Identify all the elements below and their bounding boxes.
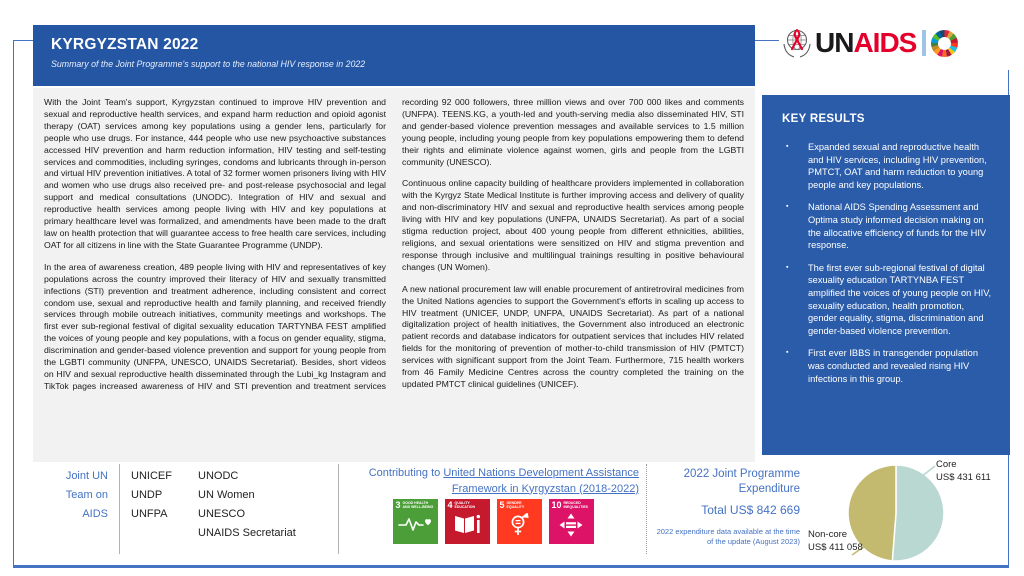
key-results-list xyxy=(782,141,994,385)
expenditure-block xyxy=(650,467,800,546)
key-result-item xyxy=(782,141,994,191)
footer-divider xyxy=(119,464,120,554)
sdg-4-tile xyxy=(445,499,490,544)
header-banner xyxy=(33,25,755,86)
bullet-icon: ▪ xyxy=(786,263,789,271)
expenditure-pie-chart xyxy=(808,456,1014,568)
expenditure-title: 2022 Joint Programme Expenditure xyxy=(683,468,800,495)
paragraph: A new national procurement law will enable procurement of antiretroviral medicines from the United Nations agencies to support the Government's efforts in scaling up access to HIV treatment (UNICEF, UNDP, UNFPA, UNAIDS Secretariat). As part of a national digitalization project of health initiatives, the Government also introduced an electronic patient records and database indicators for outpatient services that includes HIV related fields for the monitoring of prevention of mother-to-child transmission of HIV (PMTCT) services with significant support from the Joint Team. Furthermore, 715 health workers from 46 Family Medicine Centres across the country completed the training on the updated PMTCT clinical guidelines (UNICEF). xyxy=(402,283,744,389)
sdg-3-tile xyxy=(393,499,438,544)
key-result-text: First ever IBBS in transgender population was conducted and revealed rising HIV infections in this group. xyxy=(808,348,979,384)
sdg-label: QUALITY EDUCATION xyxy=(454,501,476,509)
logo-divider xyxy=(922,30,926,56)
agency-name: UNAIDS Secretariat xyxy=(198,527,296,539)
sdg10-equality-icon xyxy=(558,512,584,538)
sdg-wheel-icon xyxy=(931,30,958,57)
key-result-text: National AIDS Spending Assessment and Optima study informed decision making on the allocative efficiency of funds for the HIV response. xyxy=(808,202,987,251)
key-result-item xyxy=(782,347,994,385)
page-title: KYRGYZSTAN 2022 xyxy=(51,36,199,53)
undaf-link[interactable]: United Nations Development Assistance Framework in Kyrgyzstan (2018-2022) xyxy=(443,467,639,495)
agency-name: UN Women xyxy=(198,489,255,501)
sdg5-gender-icon xyxy=(506,512,532,538)
joint-team-line: Team on xyxy=(65,489,108,501)
key-result-text: The first ever sub-regional festival of digital sexuality education TARTYNBA FEST amplified the voices of young people on HIV, sexuality education, health promotion, gender equality, stigma, discrimination and gender-based violence prevention. xyxy=(808,262,992,336)
paragraph: In the area of awareness creation, 489 people living with HIV and representatives of key populations across the country improved their literacy of HIV and sexually transmitted infections (STI) prevention and treatment adherence, including consistent and correct condom use, sexual and reproductive health and family planning, and received friendly services through mobile outreach initiatives, community meetings and workshops. The first ever sub-regional festival of digital sexuality education TARTYNBA FEST amplified the voices of young people and key populations, with a focus on gender equality, stigma, discrimination and gender-based violence prevention and support for young people from the LGBTI community (UNFPA, UNESCO, UNAIDS Secretariat). Besides, short videos on HIV and sexual reproductive health disseminated through the Lubi_kg Instagram and TikTok pages increased awareness of HIV and STI prevention and treatment services recording 92 000 followers, three million views and over 700 000 likes and comments (UNFPA). TEENS.KG, a youth-led and youth-serving media also disseminated HIV, STI and gender-based violence prevention messages and available services to 1.5 million young people, including young people from key populations empowering them to defend their rights and eliminate violence against women, girls and people from the LGBTI community (UNESCO). xyxy=(44,97,744,391)
un-text: UN xyxy=(815,27,854,58)
footer-divider xyxy=(338,464,339,554)
agency-name: UNFPA xyxy=(131,508,168,520)
unaids-logo xyxy=(779,16,1011,70)
key-result-item xyxy=(782,201,994,251)
joint-team-label xyxy=(38,467,108,524)
contributing-prefix: Contributing to xyxy=(368,467,444,479)
aids-text: AIDS xyxy=(853,27,917,58)
expenditure-total: Total US$ 842 669 xyxy=(701,503,800,517)
sdg-number: 10 xyxy=(551,500,562,510)
agency-name: UNESCO xyxy=(198,508,246,520)
bullet-icon: ▪ xyxy=(786,203,789,211)
footer-divider xyxy=(646,464,647,554)
un-emblem-icon xyxy=(779,25,815,61)
core-amount-text: US$ 431 611 xyxy=(936,472,991,483)
paragraph: Continuous online capacity building of healthcare providers implemented in collaboration with the Kyrgyz State Medical Institute is further improving access and delivery of quality and non-discriminatory HIV and sexual and reproductive health services among people living with HIV and key populations (UNFPA, UNAIDS Secretariat). As part of a social stigma reduction project, about 400 young people from different ethnicities, abilities, religions, and sexual orientations were sensitized on HIV and stigma prevention and response through inclusive and multilingual trainings resulting in positive behavioural changes (UN Women). xyxy=(402,178,744,272)
sdg-number: 3 xyxy=(395,500,401,510)
joint-team-line: Joint UN xyxy=(65,470,108,482)
bullet-icon: ▪ xyxy=(786,143,789,150)
bullet-icon: ▪ xyxy=(786,349,789,357)
agency-name: UNDP xyxy=(131,489,163,501)
contributing-statement xyxy=(347,466,639,497)
noncore-label-text: Non-core xyxy=(808,529,848,540)
sdg3-health-icon xyxy=(397,512,433,536)
core-label-text: Core xyxy=(936,459,957,470)
sdg-number: 5 xyxy=(499,500,505,510)
noncore-amount-text: US$ 411 058 xyxy=(808,542,863,553)
core-leader-line xyxy=(921,466,935,477)
paragraph: With the Joint Team's support, Kyrgyzstan continued to improve HIV prevention and sexual and reproductive health services, and expand harm reduction and opioid agonist therapy (OAT) services among key populations using a gender lens, particularly for people who use drugs. For instance, 444 people who use new psychoactive substances accessed HIV prevention and harm reduction information, HIV testing and self-testing services and commodities, including syringes, condoms and lubricants through in-person and virtual HIV prevention initiatives. A total of 32 former women prisoners living with HIV and women who use drugs also received pre- and post-release psychosocial and legal support and medical consultations (UNODC). Integration of HIV and sexual and reproductive health services among people living with HIV and key populations at primary healthcare level was formalized, and amendments have been made to the draft law on health protection that will guarantee access to free health care services, including OAT for all citizens in line with the State Guarantee Programme (UNDP). xyxy=(44,97,386,250)
key-results-panel xyxy=(762,95,1010,455)
key-result-text: Expanded sexual and reproductive health and HIV services, including HIV prevention, PMTCT, OAT and harm reduction to young people and key populations. xyxy=(808,142,987,190)
key-result-item xyxy=(782,262,994,338)
unaids-wordmark xyxy=(815,29,916,57)
joint-team-line: AIDS xyxy=(82,508,108,520)
agency-column-2 xyxy=(198,467,296,543)
sdg-label: GOOD HEALTH AND WELL-BEING xyxy=(402,501,434,509)
sdg-label: REDUCED INEQUALITIES xyxy=(563,501,589,509)
sdg-label: GENDER EQUALITY xyxy=(506,501,525,509)
sdg-icons-row xyxy=(347,499,639,544)
sdg-5-tile xyxy=(497,499,542,544)
narrative-text-area xyxy=(33,88,755,462)
key-results-title: KEY RESULTS xyxy=(782,113,865,125)
core-slice-label xyxy=(936,458,991,484)
noncore-slice-label xyxy=(808,528,863,554)
expenditure-note: 2022 expenditure data available at the time of the update (August 2023) xyxy=(656,527,800,546)
agency-column-1 xyxy=(131,467,172,524)
page-subtitle: Summary of the Joint Programme's support to the national HIV response in 2022 xyxy=(51,59,366,69)
sdg-10-tile xyxy=(549,499,594,544)
sdg-number: 4 xyxy=(447,500,453,510)
agency-name: UNICEF xyxy=(131,470,172,482)
agency-name: UNODC xyxy=(198,470,239,482)
sdg4-education-icon xyxy=(449,512,485,536)
